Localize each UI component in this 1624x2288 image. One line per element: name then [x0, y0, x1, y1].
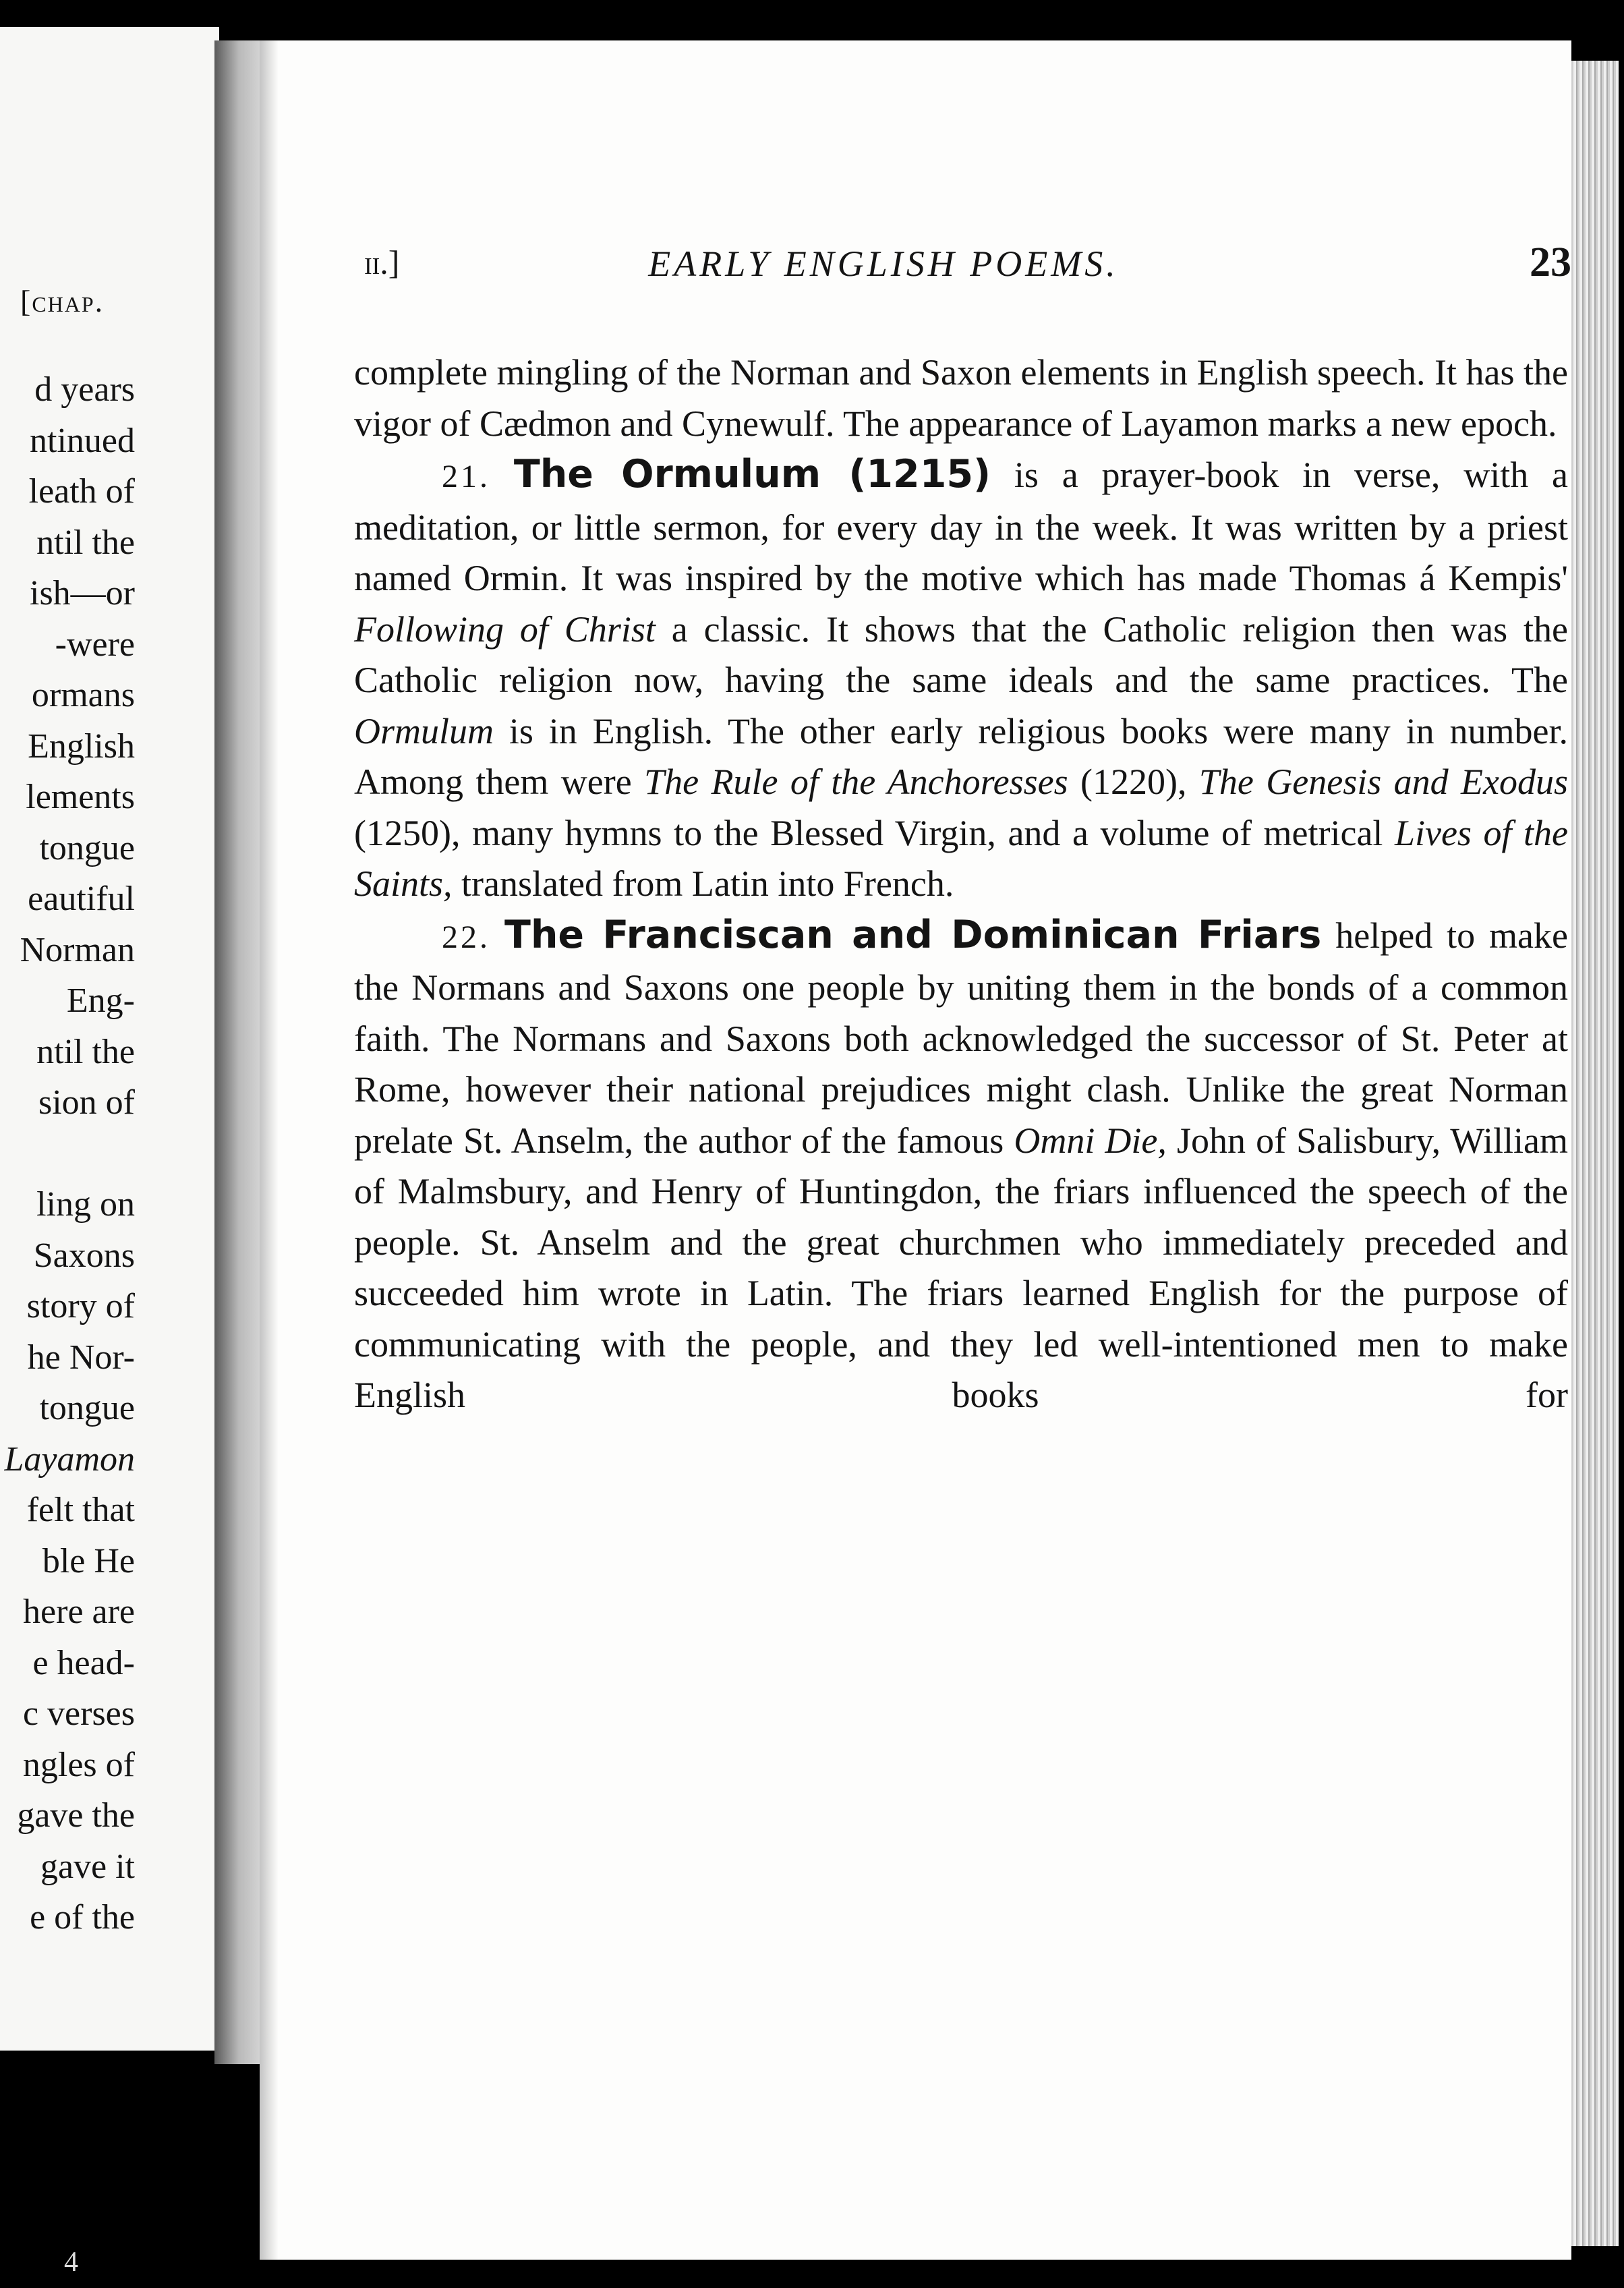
- paragraph-text: is a prayer-book in verse, with a meditation, or little sermon, for every day in the week. It was written by a priest named Ormin. It was inspired by the motive which has made Thomas á Kempis': [354, 455, 1569, 598]
- paragraph-text: a classic. It shows that the Catholic religion then was the Catholic religion now, having the same ideals and the same practices. The: [354, 608, 1568, 700]
- body-text: [354, 347, 1568, 1421]
- book-title: Following of Christ: [354, 608, 656, 650]
- left-page-line: gave it: [40, 1847, 135, 1886]
- left-page-line: story of: [26, 1287, 135, 1325]
- book-title: Lives of the Saints,: [354, 812, 1568, 904]
- paragraph-text: (1250), many hymns to the Blessed Virgin, and a volume of metrical: [354, 812, 1395, 853]
- paragraph-22: [354, 910, 1568, 1421]
- left-page-line: tongue: [39, 1389, 135, 1427]
- left-page: [0, 27, 219, 2051]
- left-page-line: here are: [23, 1593, 135, 1631]
- left-page-line: ble He: [42, 1541, 135, 1580]
- paragraph-text: John of Salisbury, William of Malmsbury, and Henry of Huntingdon, the friars influenced the speech of the people. St. Anselm and the great churchmen who immediately preceded and succeeded him wrote in Latin. The friars learned English for the purpose of communicating with the people, and they led well-intentioned men to make English books for: [354, 1120, 1569, 1415]
- left-page-line: sion of: [38, 1083, 135, 1122]
- book-title: Ormulum: [354, 710, 494, 751]
- paragraph-text: (1220),: [1068, 762, 1199, 802]
- section-heading: The Franciscan and Dominican Friars: [504, 912, 1322, 957]
- left-page-line: [4, 1128, 135, 1180]
- left-page-line: e head-: [32, 1643, 135, 1682]
- section-number: 21.: [442, 459, 490, 494]
- left-page-line: eautiful: [28, 880, 135, 918]
- left-page-line: Saxons: [33, 1236, 135, 1275]
- left-page-text: [4, 364, 135, 1943]
- page-edges: [1571, 61, 1619, 2246]
- book-title: The Rule of the Anchoresses: [644, 762, 1068, 802]
- paragraph-continued: complete mingling of the Norman and Saxon elements in English speech. It has the vigor of Cædmon and Cynewulf. The appearance of Layamon marks a new epoch.: [354, 352, 1568, 444]
- left-page-line: -were: [55, 625, 135, 664]
- paragraph-text: translated from Latin into French.: [452, 863, 954, 904]
- left-page-line: ish—or: [30, 574, 135, 612]
- left-page-line: tongue: [39, 828, 135, 867]
- chapter-reference: ii.]: [364, 244, 400, 281]
- book-title: The Genesis and Exodus: [1198, 762, 1568, 802]
- left-page-line: felt that: [26, 1491, 135, 1529]
- left-page-line: e of the: [30, 1898, 135, 1937]
- left-page-line: English: [28, 726, 135, 766]
- running-head: [364, 239, 1571, 304]
- left-page-line: lements: [26, 778, 135, 816]
- section-heading: The Ormulum (1215): [513, 452, 991, 496]
- left-page-line: ntinued: [30, 421, 135, 460]
- left-page-line: c verses: [22, 1694, 135, 1733]
- left-page-line: ntil the: [36, 1032, 135, 1071]
- left-page-line: Layamon: [4, 1439, 135, 1479]
- section-number: 22.: [442, 919, 490, 955]
- scan-mark: 4: [64, 2247, 78, 2278]
- left-page-line: gave the: [17, 1796, 135, 1835]
- left-page-line: Norman: [20, 930, 135, 969]
- book-title: Omni Die,: [1014, 1120, 1167, 1161]
- page-gutter-shadow: [260, 40, 279, 2260]
- running-title: EARLY ENGLISH POEMS.: [648, 244, 1119, 284]
- left-page-line: ling on: [36, 1185, 135, 1224]
- paragraph-21: [354, 449, 1568, 910]
- left-page-line: d years: [34, 370, 135, 409]
- left-page-line: he Nor-: [27, 1338, 135, 1377]
- left-page-line: ormans: [31, 676, 135, 714]
- paragraph-text: is in English. The other early religious books were many in number. Among them were: [354, 710, 1568, 802]
- left-page-line: ngles of: [22, 1745, 135, 1784]
- right-page: [260, 40, 1571, 2260]
- page-number: 23: [1530, 239, 1571, 285]
- left-page-line: Eng-: [66, 981, 135, 1020]
- left-page-line: ntil the: [36, 523, 135, 562]
- left-page-header: [chap.: [20, 284, 105, 318]
- paragraph-text: helped to make the Normans and Saxons one people by uniting them in the bonds of a common faith. The Normans and Saxons both acknowledged the successor of St. Peter at Rome, however their national prejudices might clash. Unlike the great Norman prelate St. Anselm, the author of the famous: [354, 915, 1568, 1161]
- left-page-line: leath of: [28, 472, 135, 511]
